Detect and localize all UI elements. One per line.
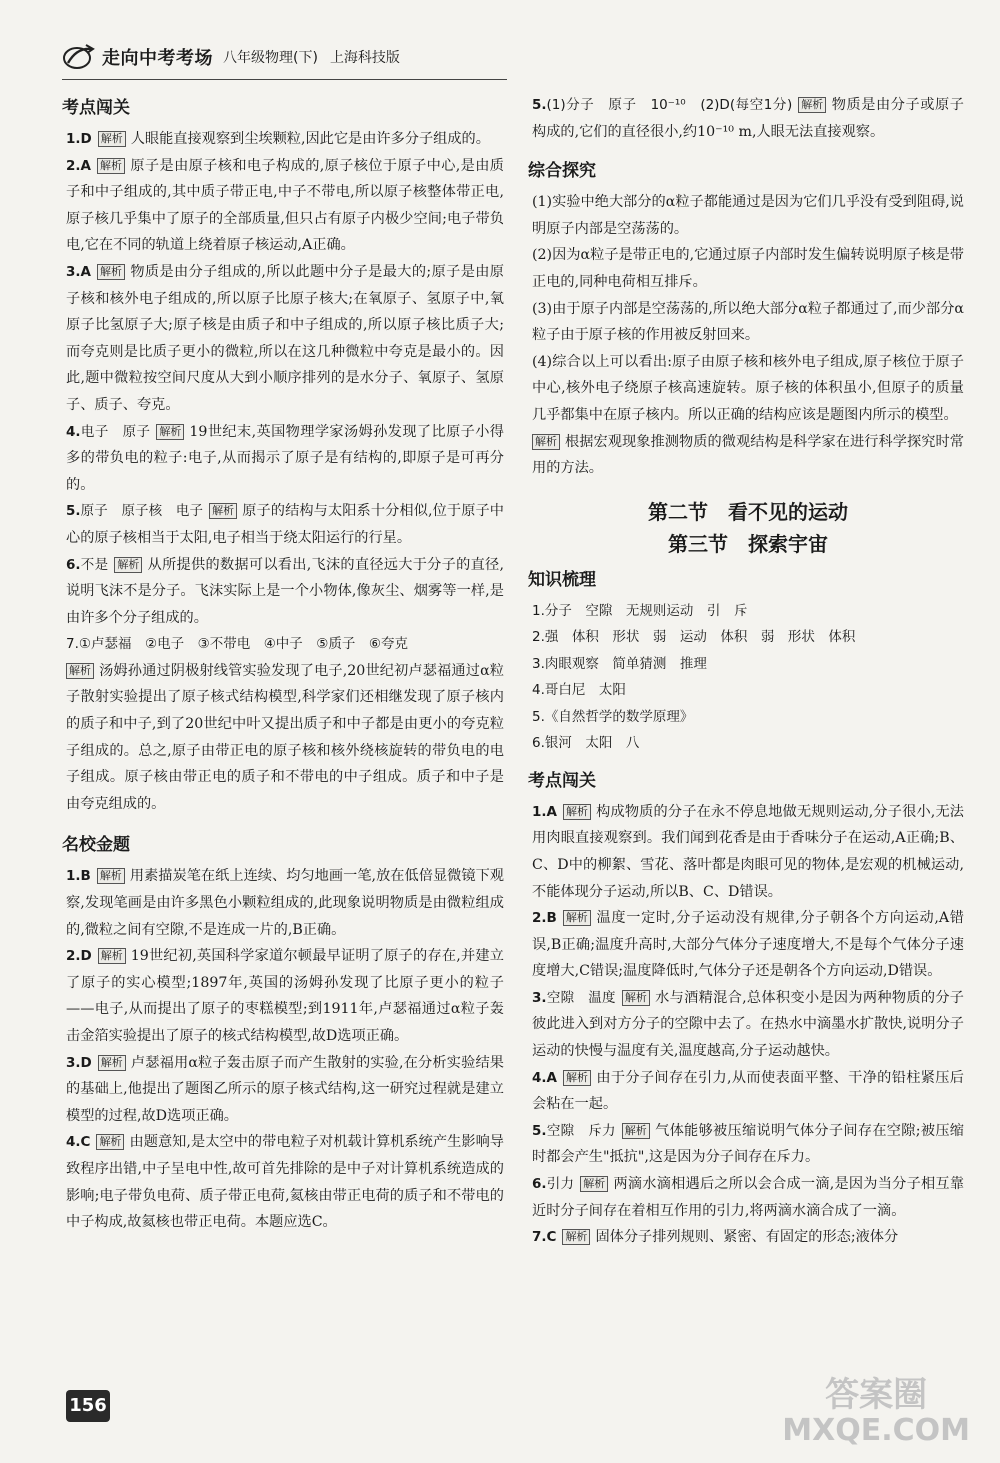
book-logo-icon (62, 43, 96, 71)
analysis-tag: 解析 (562, 1229, 590, 1245)
item-explanation: 固体分子排列规则、紧密、有固定的形态;液体分 (595, 1229, 899, 1246)
watermark-url: MXQE.COM (782, 1413, 970, 1448)
item-explanation: 物质是由分子组成的,所以此题中分子是最大的;原子是由原子核和核外电子组成的,所以原子比原子核大;在氧原子、氢原子中,氧原子比氢原子大;原子核是由质子和中子组成的,所以原子核比质子大;而夸克则是比质子更小的微粒,所以在这几种微粒中夸克是最小的。因此,题中微粒按空间尺度从大到小顺序排列的是水分子、氧原子、氢原子、质子、夸克。 (66, 263, 504, 413)
item-answer: 空隙 斥力 (546, 1122, 616, 1139)
section-title-zhishi: 知识梳理 (528, 569, 596, 590)
item-explanation: 用素描炭笔在纸上连续、均匀地画一笔,放在低倍显微镜下观察,发现笔画是由许多黑色小颗粒组成的,此现象说明物质是由微粒组成的,微粒之间有空隙,不是连成一片的,B正确。 (66, 868, 504, 938)
chapter-heading-2: 第二节 看不见的运动 (648, 499, 848, 524)
analysis-tag: 解析 (98, 948, 126, 964)
analysis-tag: 解析 (798, 97, 826, 113)
answer-item (66, 1129, 504, 1235)
item-explanation: 水与酒精混合,总体积变小是因为两种物质的分子彼此进入到对方分子的空隙中去了。在热水中滴墨水扩散快,说明分子运动的快慢与温度有关,温度越高,分子运动越快。 (532, 989, 964, 1060)
answer-item (66, 863, 504, 943)
item-number: 5. (532, 97, 547, 113)
answer-item (532, 985, 964, 1065)
answer-item (532, 905, 964, 985)
inquiry-note (532, 429, 964, 482)
analysis-tag: 解析 (209, 503, 237, 519)
knowledge-item: 1.分子 空隙 无规则运动 引 斥 (532, 602, 748, 619)
item-number: 1.D (66, 131, 92, 147)
item-number: 4.C (66, 1134, 91, 1151)
item-number: 5. (66, 503, 81, 520)
item-explanation: 原子的结构与太阳系十分相似,位于原子中心的原子核相当于太阳,电子相当于绕太阳运行的行星。 (66, 503, 504, 546)
inquiry-paragraphs (532, 189, 964, 428)
item-number: 5. (532, 1122, 547, 1139)
item-answer: 引力 (546, 1176, 575, 1193)
analysis-tag: 解析 (66, 663, 94, 679)
analysis-tag: 解析 (563, 1070, 591, 1086)
watermark-text: 答案圈 (825, 1375, 928, 1415)
inquiry-paragraph: (1)实验中绝大部分的α粒子都能通过是因为它们几乎没有受到阻碍,说明原子内部是空荡荡的。 (532, 194, 964, 237)
analysis-tag: 解析 (563, 910, 591, 926)
item-explanation: 卢瑟福用α粒子轰击原子而产生散射的实验,在分析实验结果的基础上,他提出了题图乙所示的原子核式结构,这一研究过程就是建立模型的过程,故D选项正确。 (66, 1054, 504, 1124)
header-rule (62, 79, 507, 80)
book-grade: 八年级物理(下) (223, 50, 318, 66)
item-explanation: 19世纪末,英国物理学家汤姆孙发现了比原子小得多的带负电的粒子:电子,从而揭示了原子是有结构的,即原子是可再分的。 (66, 423, 504, 493)
answer-item-5-right (532, 92, 964, 145)
page-header (62, 38, 400, 76)
item7-explanation: 汤姆孙通过阴极射线管实验发现了电子,20世纪初卢瑟福通过α粒子散射实验提出了原子核式结构模型,科学家们还相继发现了原子核内的质子和中子,到了20世纪中叶又提出质子和中子都是由更小的夸克粒子组成的。总之,原子由带正电的原子核和核外绕核旋转的带负电的电子组成。原子核由带正电的质子和不带电的中子组成。质子和中子是由夸克组成的。 (66, 662, 504, 812)
knowledge-item: 6.银河 太阳 八 (532, 735, 640, 752)
analysis-tag: 解析 (622, 1123, 650, 1139)
section-title-zonghe: 综合探究 (528, 161, 596, 182)
analysis-tag: 解析 (580, 1176, 608, 1192)
item-explanation: 物质是由分子或原子构成的,它们的直径很小,约10⁻¹⁰ m,人眼无法直接观察。 (532, 97, 964, 140)
item-number: 2.A (66, 157, 91, 174)
item-answer: 原子 原子核 电子 (80, 503, 204, 520)
item-number: 3. (532, 989, 547, 1006)
page-number: 156 (66, 1390, 110, 1422)
answer-item-7 (66, 631, 504, 817)
item-explanation: 气体能够被压缩说明气体分子间存在空隙;被压缩时都会产生"抵抗",这是因为分子间存在斥力。 (532, 1122, 964, 1166)
section-title-mingxiao: 名校金题 (62, 835, 130, 856)
knowledge-list (532, 598, 964, 757)
answer-list-mingxiao (66, 863, 504, 1235)
analysis-tag: 解析 (532, 434, 560, 450)
answer-item (66, 943, 504, 1049)
item-number: 7.C (532, 1229, 557, 1246)
item7-answers: 7.①卢瑟福 ②电子 ③不带电 ④中子 ⑤质子 ⑥夸克 (66, 636, 408, 653)
answer-list-kaodian (66, 126, 504, 631)
item-number: 1.B (66, 868, 91, 885)
item-explanation: 两滴水滴相遇后之所以会合成一滴,是因为当分子相互靠近时分子间存在着相互作用的引力,将两滴水滴合成了一滴。 (532, 1176, 965, 1219)
inquiry-paragraph: (4)综合以上可以看出:原子由原子核和核外电子组成,原子核位于原子中心,核外电子绕原子核高速旋转。原子核的体积虽小,但原子的质量几乎都集中在原子核内。所以正确的结构应该是题图内所示的模型。 (532, 353, 964, 423)
answer-item (66, 153, 504, 259)
answer-item (66, 259, 504, 419)
analysis-tag: 解析 (98, 1055, 126, 1071)
analysis-tag: 解析 (98, 131, 126, 147)
item-number: 3.D (66, 1054, 92, 1071)
analysis-tag: 解析 (114, 557, 142, 573)
inquiry-paragraph: (2)因为α粒子是带正电的,它通过原子内部时发生偏转说明原子核是带正电的,同种电荷相互排斥。 (532, 247, 964, 290)
analysis-tag: 解析 (97, 158, 125, 174)
answer-item (66, 1050, 504, 1130)
answer-list-kaodian-2 (532, 799, 964, 1251)
item-explanation: 人眼能直接观察到尘埃颗粒,因此它是由许多分子组成的。 (130, 131, 490, 147)
analysis-tag: 解析 (97, 868, 125, 884)
item-explanation: 19世纪初,英国科学家道尔顿最早证明了原子的存在,并建立了原子的实心模型;1897年,英国的汤姆孙发现了比原子更小的粒子——电子,从而提出了原子的枣糕模型;到1911年,卢瑟福通过α粒子轰击金箔实验提出了原子的核式结构模型,故D选项正确。 (66, 948, 504, 1044)
item-explanation: 构成物质的分子在永不停息地做无规则运动,分子很小,无法用肉眼直接观察到。我们闻到花香是由于香味分子在运动,A正确;B、C、D中的柳絮、雪花、落叶都是肉眼可见的物体,是宏观的机械运动,不能体现分子运动,所以B、C、D错误。 (532, 803, 964, 900)
chapter-heading-3: 第三节 探索宇宙 (668, 531, 828, 556)
item-explanation: 由题意知,是太空中的带电粒子对机载计算机系统产生影响导致程序出错,中子呈电中性,故可首先排除的是中子对计算机系统造成的影响;电子带负电荷、质子带正电荷,氦核由带正电荷的质子和不带电的中子构成,故氦核也带正电荷。本题应选C。 (66, 1134, 504, 1231)
section-title-kaodian: 考点闯关 (62, 98, 130, 118)
item-number: 1.A (532, 803, 557, 820)
answer-item (532, 1065, 964, 1118)
answer-item (532, 1118, 964, 1171)
item-number: 4.A (532, 1069, 557, 1086)
item-explanation: 原子是由原子核和电子构成的,原子核位于原子中心,是由质子和中子组成的,其中质子带正电,中子不带电,所以原子核整体带正电,原子核几乎集中了原子的全部质量,但只占有原子内极少空间;电子带负电,它在不同的轨道上绕着原子核运动,A正确。 (66, 157, 504, 254)
item-number: 2.B (532, 910, 557, 927)
item-number: 2.D (66, 948, 92, 965)
right-column (528, 92, 965, 1251)
item-explanation: 从所提供的数据可以看出,飞沫的直径远大于分子的直径,说明飞沫不是分子。飞沫实际上是一个小物体,像灰尘、烟雾等一样,是由许多个分子组成的。 (66, 556, 504, 626)
answer-item (532, 799, 964, 905)
answer-item (66, 419, 504, 499)
item-number: 3.A (66, 263, 91, 280)
inquiry-paragraph: (3)由于原子内部是空荡荡的,所以绝大部分α粒子都通过了,而少部分α粒子由于原子核的作用被反射回来。 (532, 300, 964, 344)
book-publisher: 上海科技版 (329, 50, 400, 66)
knowledge-item: 3.肉眼观察 简单猜测 推理 (532, 655, 707, 672)
item-number: 6. (66, 556, 81, 573)
section-title-kaodian-2: 考点闯关 (528, 770, 596, 791)
item-answer: 不是 (80, 556, 109, 573)
item-number: 6. (532, 1176, 547, 1193)
analysis-tag: 解析 (96, 1134, 124, 1150)
inquiry-note-text: 根据宏观现象推测物质的微观结构是科学家在进行科学探究时常用的方法。 (532, 433, 964, 477)
item-explanation: 由于分子间存在引力,从而使表面平整、干净的铅柱紧压后会粘在一起。 (532, 1069, 964, 1113)
answer-item (532, 1224, 964, 1251)
item-number: 4. (66, 423, 81, 440)
item-answer: (1)分子 原子 10⁻¹⁰ (2)D(每空1分) (546, 97, 793, 113)
left-column (62, 88, 504, 1236)
knowledge-item: 5.《自然哲学的数学原理》 (532, 708, 694, 725)
item-answer: 空隙 温度 (546, 989, 616, 1006)
analysis-tag: 解析 (563, 804, 591, 820)
answer-item (66, 126, 504, 153)
analysis-tag: 解析 (622, 990, 650, 1006)
item-explanation: 温度一定时,分子运动没有规律,分子朝各个方向运动,A错误,B正确;温度升高时,大部分气体分子速度增大,不是每个气体分子速度增大,C错误;温度降低时,气体分子还是朝各个方向运动,D错误。 (532, 910, 964, 980)
watermark-logo (782, 1377, 970, 1449)
analysis-tag: 解析 (156, 424, 184, 440)
knowledge-item: 2.强 体积 形状 弱 运动 体积 弱 形状 体积 (532, 629, 856, 646)
answer-item (66, 552, 504, 632)
analysis-tag: 解析 (97, 264, 125, 280)
knowledge-item: 4.哥白尼 太阳 (532, 682, 626, 699)
item-answer: 电子 原子 (80, 423, 151, 440)
answer-item (66, 498, 504, 551)
book-title: 走向中考考场 (102, 48, 213, 69)
answer-item (532, 1171, 964, 1224)
